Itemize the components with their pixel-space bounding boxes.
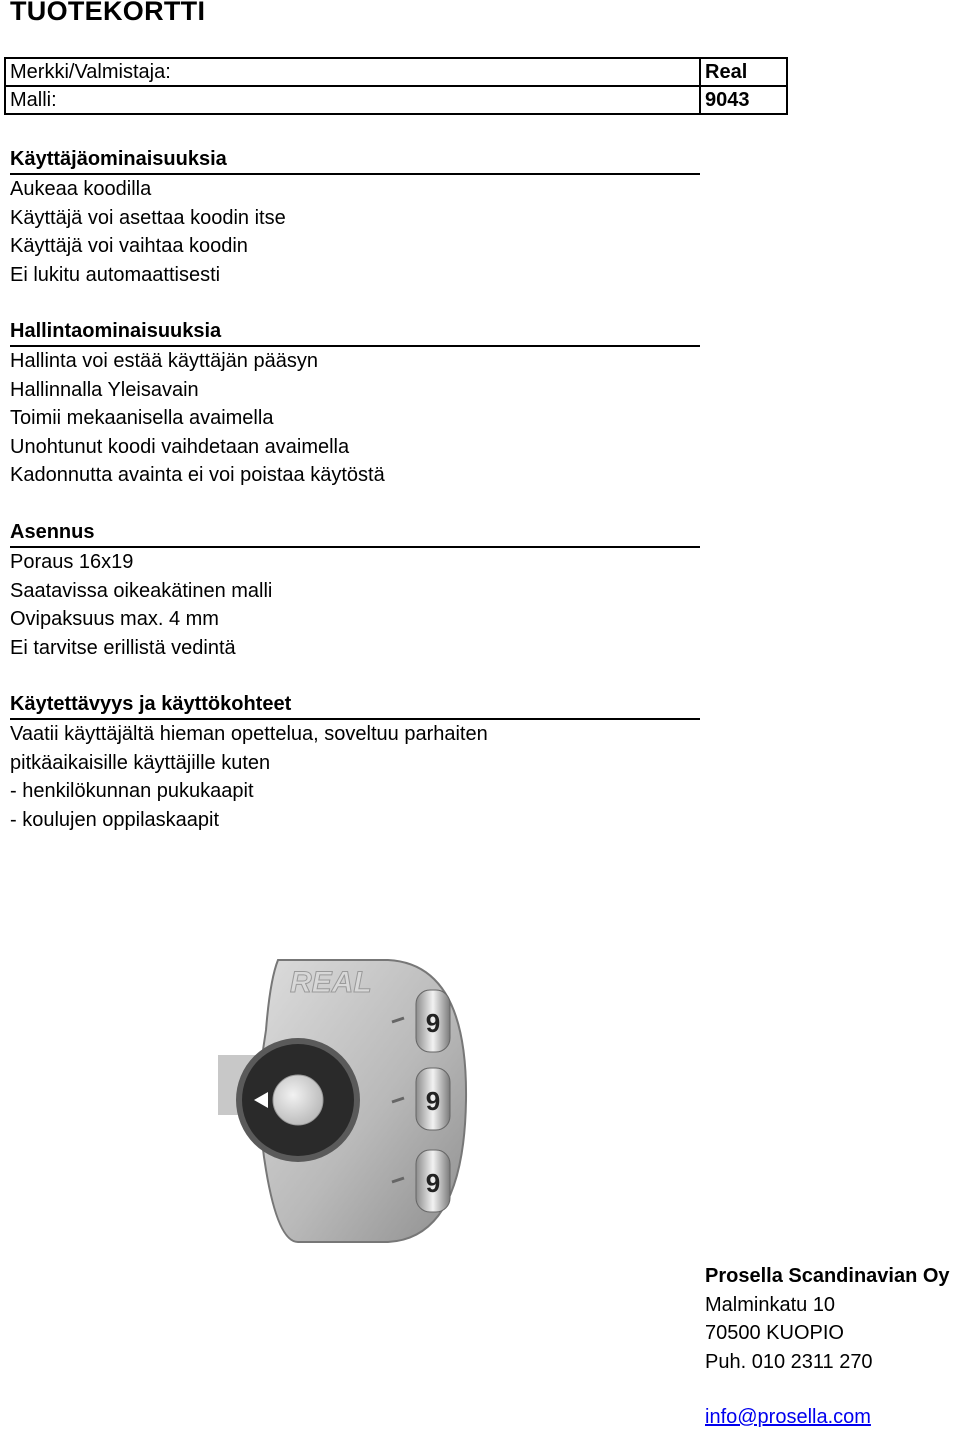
list-item: Unohtunut koodi vaihdetaan avaimella [10, 435, 350, 458]
list-item: Käyttäjä voi vaihtaa koodin [10, 235, 248, 258]
list-item: - koulujen oppilaskaapit [10, 808, 220, 831]
digit-label: 9 [425, 1008, 441, 1038]
list-item: pitkäaikaisille käyttäjille kuten [10, 751, 271, 774]
list-item: Poraus 16x19 [10, 551, 134, 573]
list-item: Käyttäjä voi asettaa koodin itse [10, 206, 286, 229]
company-street: Malminkatu 10 [705, 1293, 836, 1316]
list-item: Vaatii käyttäjältä hieman opettelua, soveltuu parhaiten [10, 723, 488, 745]
table-row [5, 58, 787, 86]
list-item: Saatavissa oikeakätinen malli [10, 579, 273, 602]
company-contact [705, 1262, 960, 1428]
product-info-table [4, 57, 788, 115]
brand-mark: REAL [290, 966, 372, 999]
combination-lock-image [218, 950, 468, 1250]
list-item: Aukeaa koodilla [10, 178, 152, 200]
brand-value: Real [700, 58, 787, 86]
email-link[interactable]: info@prosella.com [705, 1406, 871, 1428]
section-heading: Käyttäjäominaisuuksia [10, 145, 700, 175]
list-item: Toimii mekaanisella avaimella [10, 407, 274, 430]
section-heading: Käytettävyys ja käyttökohteet [10, 690, 700, 720]
user-features-section [10, 145, 700, 289]
model-label: Malli: [5, 86, 700, 114]
table-row [5, 86, 787, 114]
key-knob [273, 1075, 323, 1125]
company-name: Prosella Scandinavian Oy [705, 1265, 950, 1287]
list-item: Hallinta voi estää käyttäjän pääsyn [10, 350, 318, 372]
list-item: - henkilökunnan pukukaapit [10, 780, 254, 803]
installation-section [10, 518, 700, 662]
company-phone: Puh. 010 2311 270 [705, 1350, 873, 1373]
list-item: Ei lukitu automaattisesti [10, 263, 221, 286]
digit-label: 9 [425, 1086, 441, 1116]
model-value: 9043 [700, 86, 787, 114]
brand-label: Merkki/Valmistaja: [5, 58, 700, 86]
list-item: Ei tarvitse erillistä vedintä [10, 636, 236, 659]
company-city: 70500 KUOPIO [705, 1322, 844, 1344]
section-heading: Hallintaominaisuuksia [10, 317, 700, 347]
list-item: Kadonnutta avainta ei voi poistaa käytöstä [10, 464, 385, 487]
page-title: TUOTEKORTTI [10, 0, 206, 26]
usability-section [10, 690, 700, 834]
list-item: Ovipaksuus max. 4 mm [10, 608, 219, 631]
digit-label: 9 [425, 1168, 441, 1198]
admin-features-section [10, 317, 700, 490]
list-item: Hallinnalla Yleisavain [10, 378, 199, 401]
section-heading: Asennus [10, 518, 700, 548]
